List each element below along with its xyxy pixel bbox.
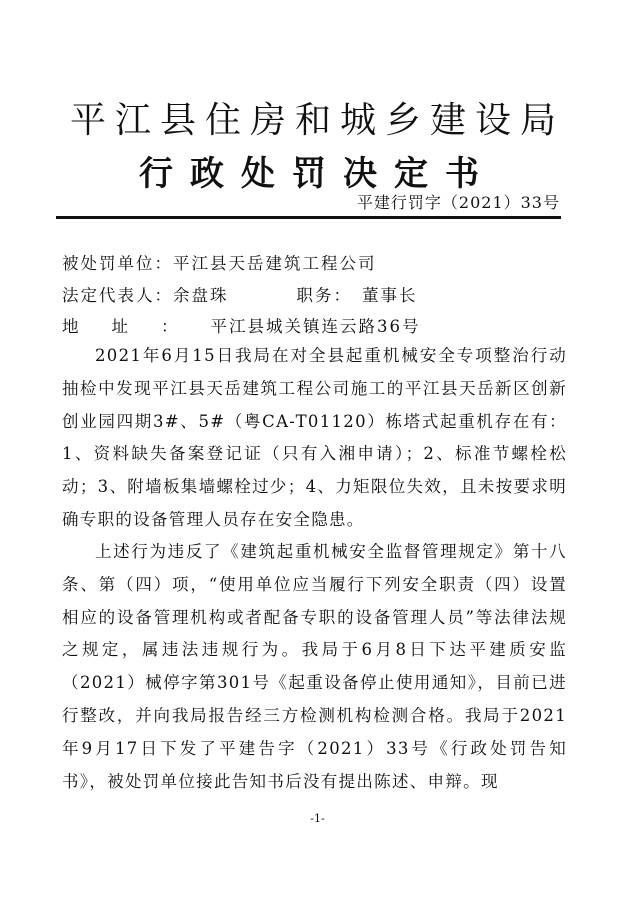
issuing-agency-title: 平江县住房和城乡建设局	[69, 100, 565, 141]
address-label: 地址：	[62, 317, 211, 336]
position-value: 董事长	[362, 286, 418, 305]
page-number: -1-	[310, 812, 325, 825]
penalized-unit-label: 被处罚单位：	[62, 254, 173, 273]
position-label: 职务：	[296, 286, 352, 305]
legal-representative-value: 余盘珠	[173, 286, 229, 305]
body-paragraph-2: 上述行为违反了《建筑起重机械安全监督管理规定》第十八条、第（四）项，“使用单位应当履行下列安全职责（四）设置相应的设备管理机构或者配备专职的设备管理人员”等法律法规之规定，属违法违规行为。我局于6月8日下达平建质安监（2021）械停字第301号《起重设备停止使用通知》，目前已进行整改，并向我局报告经三方检测机构检测合格。我局于2021年9月17日下发了平建告字（2021）33号《行政处罚告知书》，被处罚单位接此告知书后没有提出陈述、申辩。现	[62, 542, 567, 791]
body-paragraph-1: 2021年6月15日我局在对全县起重机械安全专项整治行动抽检中发现平江县天岳建筑工程公司施工的平江县天岳新区创新创业园四期3#、5#（粤CA-T01120）栋塔式起重机存在有：1、资料缺失备案登记证（只有入湘申请）；2、标准节螺栓松动；3、附墙板集墙螺栓过少；4、力矩限位失效，且未按要求明确专职的设备管理人员存在安全隐患。	[62, 346, 567, 529]
legal-representative-label: 法定代表人：	[62, 286, 173, 305]
header-divider	[56, 216, 561, 219]
penalized-unit-value: 平江县天岳建筑工程公司	[173, 254, 377, 273]
address-value: 平江县城关镇连云路36号	[210, 317, 421, 336]
document-title: 行政处罚决定书	[139, 154, 496, 194]
address-row	[62, 313, 421, 337]
legal-representative-row	[62, 282, 418, 306]
penalized-unit-row	[62, 250, 377, 274]
document-number: 平建行罚字（2021）33号	[356, 193, 560, 212]
